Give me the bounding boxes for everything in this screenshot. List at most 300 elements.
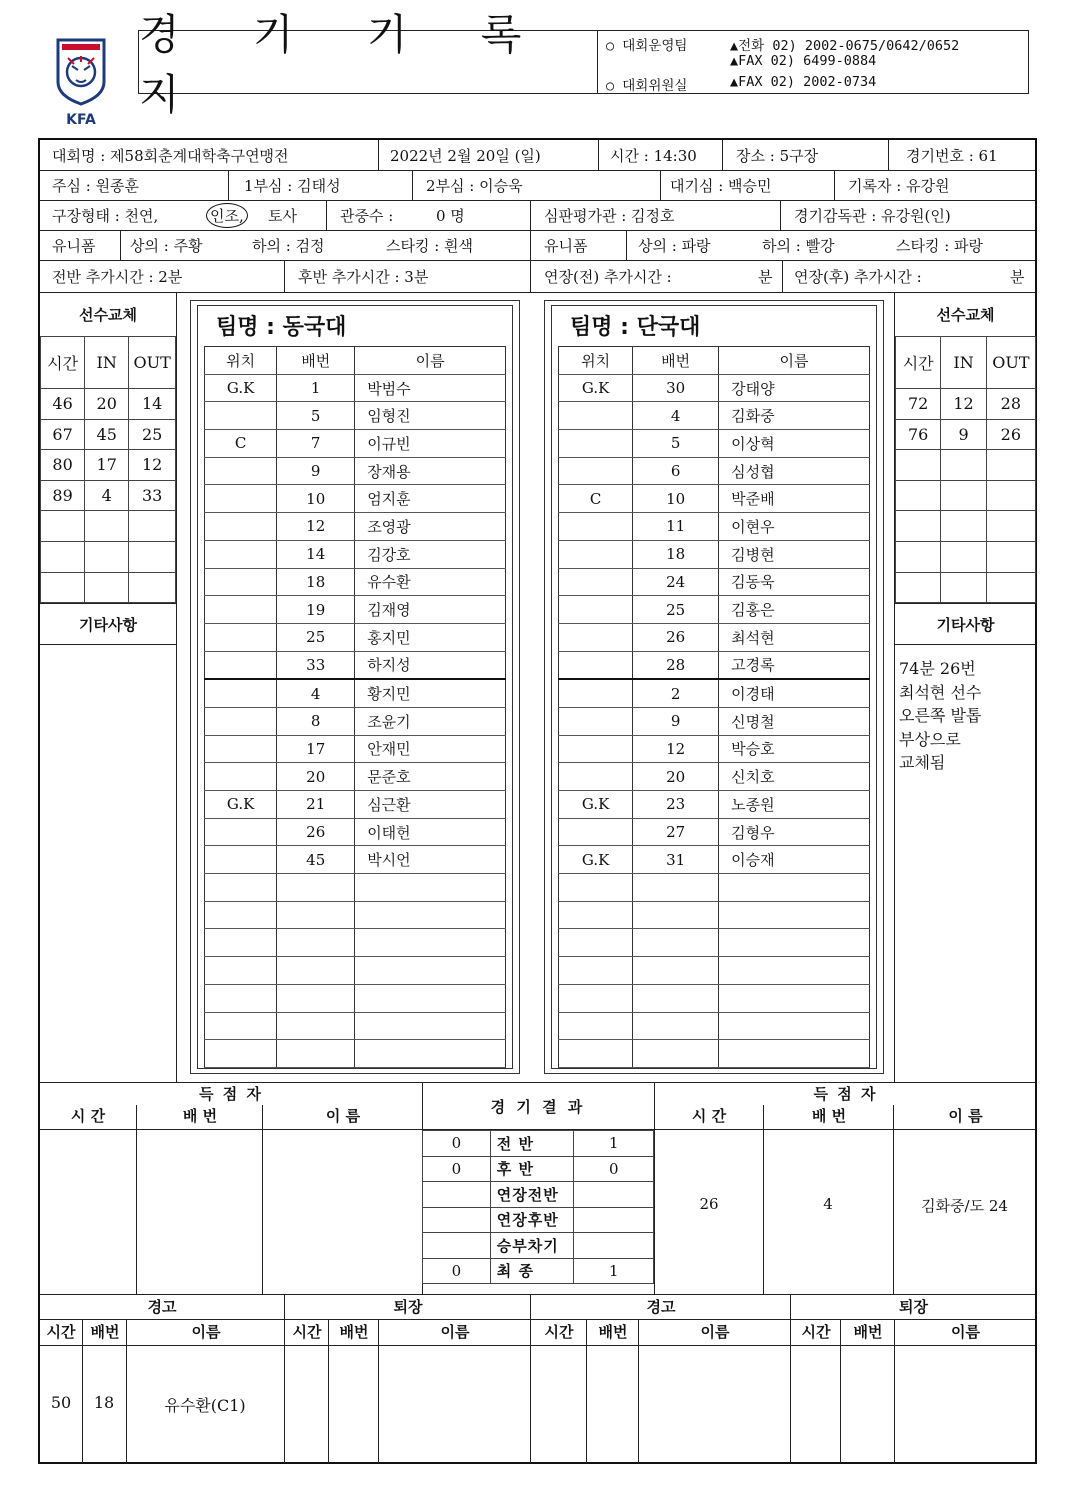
player-name: 이경태 [719,679,870,707]
sub-time-header: 시간 [896,337,941,389]
player-name: 심근환 [355,791,506,819]
substitution-empty-row [896,541,1036,572]
home-score [423,1182,491,1208]
substitution-time: 46 [41,389,85,420]
remarks-line: 교체됨 [899,753,946,773]
substitution-in [941,541,986,572]
lineup-empty-row [559,984,870,1012]
player-name: 문준호 [355,763,506,791]
player-number: 25 [633,596,719,624]
substitution-row [896,389,1036,420]
substitution-row [41,419,176,450]
lineup-row [559,791,870,819]
assistant-referee-1: 1부심 : 김태성 [244,176,341,195]
away-remarks-title: 기타사항 [895,603,1036,645]
period-label: 연장후반 [490,1207,574,1233]
player-position [205,596,277,624]
home-score [423,1207,491,1233]
away-team-name: 팀명 : 단국대 [570,315,701,340]
remarks-line: 부상으로 [899,729,961,749]
substitution-row [41,389,176,420]
info-row-1 [40,140,1035,171]
sub-out-header: OUT [986,337,1035,389]
substitution-out [986,541,1035,572]
result-row [423,1233,654,1259]
lineup-row [559,818,870,846]
substitution-out [986,450,1035,481]
player-position [205,735,277,763]
substitution-out [129,511,176,542]
lineup-row [205,402,506,430]
home-score-num-header: 배 번 [136,1105,263,1295]
scorer-time: 26 [699,1195,719,1213]
home-scorers-title: 득 점 자 [199,1085,263,1103]
home-lineup-table [204,346,506,1068]
remarks-line: 최석현 선수 [899,682,982,702]
player-position [559,763,633,791]
card-header-num: 배번 [328,1319,379,1345]
player-position [559,623,633,651]
substitution-out [986,511,1035,542]
period-label: 승부차기 [490,1233,574,1259]
match-supervisor: 경기감독관 : 유강원(인) [794,206,951,225]
tiger-emblem-icon [52,36,110,106]
player-position [205,568,277,596]
attendance-label: 관중수 : [340,206,394,225]
player-name [719,929,870,957]
away-score: 1 [574,1131,654,1157]
competition-name: 대회명 : 제58회춘계대학축구연맹전 [52,146,289,165]
player-number [633,1040,719,1068]
player-number: 12 [633,735,719,763]
player-position: G.K [205,791,277,819]
card-header-time: 시간 [530,1319,587,1345]
home-score: 0 [423,1131,491,1157]
player-name [719,874,870,902]
substitution-time [896,541,941,572]
lineup-row [559,846,870,874]
substitution-out: 14 [129,389,176,420]
player-number: 25 [277,623,355,651]
player-name [355,957,506,985]
et1-unit: 분 [758,267,773,286]
player-name: 김재영 [355,596,506,624]
card-column [530,1345,587,1463]
player-name: 강태양 [719,374,870,402]
away-uniform-label: 유니폼 [544,236,588,255]
player-number [277,1040,355,1068]
player-number [277,874,355,902]
lineup-row [205,540,506,568]
player-position: C [205,430,277,458]
substitution-time: 76 [896,419,941,450]
lineup-row [559,735,870,763]
lineup-empty-row [205,874,506,902]
substitution-time: 72 [896,389,941,420]
attendance-value: 0 명 [436,206,465,225]
lineup-row [559,513,870,541]
lineup-row [559,374,870,402]
lineup-row [559,540,870,568]
result-row [423,1258,654,1284]
scorer-name: 김화중/도 24 [921,1197,1008,1215]
player-name [355,1012,506,1040]
substitution-out: 26 [986,419,1035,450]
lineup-row [205,457,506,485]
away-scorer-rows [655,1129,1036,1295]
contact-line3-label: ○ 대회위원실 [606,78,688,94]
player-position: C [559,485,633,513]
home-sendoff-title: 퇴장 [284,1295,531,1319]
player-name: 이규빈 [355,430,506,458]
player-position [205,901,277,929]
player-number: 31 [633,846,719,874]
caution-time: 50 [50,1393,72,1412]
lineup-row [559,707,870,735]
away-substitution-title: 선수교체 [936,305,995,324]
match-result [422,1083,654,1295]
card-header-time: 시간 [790,1319,841,1345]
home-substitution-title: 선수교체 [79,305,137,324]
home-substitution-table [40,336,176,603]
player-number: 10 [277,485,355,513]
player-name: 이태헌 [355,818,506,846]
lineup-row [205,818,506,846]
lineup-row [205,846,506,874]
first-half-added-time: 전반 추가시간 : 2분 [52,267,183,286]
player-name: 박준배 [719,485,870,513]
card-column [378,1345,531,1463]
lineup-empty-row [205,984,506,1012]
name-header: 이름 [719,347,870,375]
away-score-num-header: 배 번 [763,1105,894,1295]
lineup-row [205,791,506,819]
player-position [205,874,277,902]
away-score [574,1182,654,1208]
home-team-name: 팀명 : 동국대 [216,315,347,340]
player-name: 조영광 [355,513,506,541]
home-team-box [190,300,520,1074]
player-name: 엄지훈 [355,485,506,513]
away-lineup-table [558,346,870,1068]
sub-out-header: OUT [129,337,176,389]
match-time: 시간 : 14:30 [610,146,697,165]
lineup-empty-row [205,1012,506,1040]
home-score [423,1233,491,1259]
result-table [422,1130,654,1284]
player-position [559,984,633,1012]
player-number: 23 [633,791,719,819]
player-position [559,402,633,430]
player-name: 안재민 [355,735,506,763]
remarks-line: 오른쪽 발톱 [899,706,982,726]
match-result-title: 경 기 결 과 [422,1083,654,1130]
player-position [205,402,277,430]
period-label: 연장전반 [490,1182,574,1208]
substitution-in [941,511,986,542]
period-label: 최 종 [490,1258,574,1284]
substitution-time: 89 [41,480,85,511]
card-body [40,1345,1035,1463]
player-name: 홍지민 [355,623,506,651]
card-header-name: 이름 [126,1319,285,1345]
home-caution-title: 경고 [147,1298,177,1316]
player-number: 2 [633,679,719,707]
lineup-row [559,651,870,679]
player-position [559,957,633,985]
home-score: 0 [423,1156,491,1182]
lineup-row [559,430,870,458]
scorer-row [655,1129,1036,1295]
kfa-logo-text: KFA [66,112,96,128]
player-position [205,1012,277,1040]
player-name: 황지민 [355,679,506,707]
card-column [638,1345,791,1463]
player-name [719,901,870,929]
player-number: 1 [277,374,355,402]
lineup-empty-row [559,901,870,929]
player-name: 최석현 [719,623,870,651]
player-position [205,651,277,679]
player-position [205,485,277,513]
away-score: 1 [574,1258,654,1284]
player-number: 30 [633,374,719,402]
player-number: 20 [277,763,355,791]
score-section [40,1082,1035,1295]
home-score: 0 [423,1258,491,1284]
substitution-in [941,572,986,603]
assistant-referee-2: 2부심 : 이승욱 [426,176,523,195]
home-uniform-shorts: 하의 : 검정 [252,236,325,255]
player-name: 유수환 [355,568,506,596]
away-team-box [544,300,884,1074]
away-score: 0 [574,1156,654,1182]
contact-box [596,30,1029,94]
pos-header: 위치 [205,347,277,375]
sub-time-header: 시간 [41,337,85,389]
player-number [277,1012,355,1040]
home-scorers [40,1083,423,1295]
player-name [355,874,506,902]
et2-added-time: 연장(후) 추가시간 : [794,267,922,286]
sub-in-header: IN [941,337,986,389]
player-position [205,623,277,651]
lineup-row [205,679,506,707]
player-name: 조윤기 [355,707,506,735]
away-uniform-shorts: 하의 : 빨강 [762,236,835,255]
player-name: 이상혁 [719,430,870,458]
away-caution-title: 경고 [530,1295,791,1319]
player-position [559,513,633,541]
player-name: 노종원 [719,791,870,819]
player-name: 김화중 [719,402,870,430]
card-header-num: 배번 [840,1319,895,1345]
substitution-in: 12 [941,389,986,420]
substitution-empty-row [41,511,176,542]
away-uniform-top: 상의 : 파랑 [638,236,711,255]
substitution-out [129,541,176,572]
player-number: 8 [277,707,355,735]
player-number: 26 [633,623,719,651]
referee-assessor: 심판평가관 : 김정호 [544,206,675,225]
player-name: 신치호 [719,763,870,791]
player-number: 12 [277,513,355,541]
away-score [574,1207,654,1233]
player-position [559,1040,633,1068]
player-name [355,901,506,929]
lineup-row [559,679,870,707]
player-position [205,984,277,1012]
away-score-time-header: 시 간 [691,1107,727,1125]
substitution-time: 80 [41,450,85,481]
substitution-in: 45 [85,419,129,450]
substitution-out [129,572,176,603]
player-position [559,457,633,485]
player-number: 20 [633,763,719,791]
player-position [559,901,633,929]
away-score [574,1233,654,1259]
player-number: 4 [633,402,719,430]
player-number: 6 [633,457,719,485]
player-position [559,568,633,596]
player-name: 박승호 [719,735,870,763]
fourth-official: 대기심 : 백승민 [670,176,772,195]
player-name: 장재용 [355,457,506,485]
substitution-time [41,572,85,603]
page-title: 경 기 기 록 지 [138,30,598,94]
card-column [840,1345,895,1463]
sub-in-header: IN [85,337,129,389]
et1-added-time: 연장(전) 추가시간 : [544,267,672,286]
result-row [423,1156,654,1182]
lineup-row [205,568,506,596]
period-label: 후 반 [490,1156,574,1182]
card-column [586,1345,639,1463]
player-number [633,1012,719,1040]
away-sendoff-title: 퇴장 [790,1295,1036,1319]
substitution-time [41,511,85,542]
substitution-time [896,572,941,603]
lineup-empty-row [205,957,506,985]
player-number [277,957,355,985]
lineup-empty-row [559,1012,870,1040]
home-substitution-panel [40,292,177,1082]
substitution-time [896,511,941,542]
player-position [205,513,277,541]
substitution-out: 33 [129,480,176,511]
player-position [559,596,633,624]
player-number: 21 [277,791,355,819]
player-number: 4 [277,679,355,707]
remarks-line: 74분 26번 [899,659,976,679]
card-header-name: 이름 [894,1319,1036,1345]
player-position [205,957,277,985]
card-header-name: 이름 [378,1319,531,1345]
player-position [205,707,277,735]
lineup-empty-row [205,1040,506,1068]
player-name: 고경록 [719,651,870,679]
substitution-in [85,572,129,603]
substitution-empty-row [41,572,176,603]
substitution-in: 9 [941,419,986,450]
lineup-row [559,457,870,485]
player-number [633,901,719,929]
result-row [423,1182,654,1208]
substitution-out: 28 [986,389,1035,420]
player-name: 박시언 [355,846,506,874]
card-header-num: 배번 [82,1319,127,1345]
player-position [559,929,633,957]
substitution-time [896,450,941,481]
card-header-name: 이름 [638,1319,791,1345]
substitution-empty-row [896,572,1036,603]
recorder: 기록자 : 유강원 [848,176,950,195]
card-column [894,1345,1036,1463]
caution-num: 18 [93,1393,115,1412]
player-name: 신명철 [719,707,870,735]
player-name [355,1040,506,1068]
lineup-row [559,623,870,651]
away-scorers [654,1083,1036,1295]
substitution-in: 17 [85,450,129,481]
player-number: 5 [633,430,719,458]
kfa-logo [52,36,110,126]
player-number: 5 [277,402,355,430]
player-position [559,540,633,568]
home-uniform-socks: 스타킹 : 흰색 [386,236,474,255]
player-number [277,984,355,1012]
player-position [205,540,277,568]
player-name [719,957,870,985]
lineup-row [559,596,870,624]
player-position: G.K [559,846,633,874]
player-position: G.K [559,374,633,402]
substitution-in [85,541,129,572]
player-number: 9 [633,707,719,735]
player-name: 임형진 [355,402,506,430]
card-column [284,1345,329,1463]
card-header-time: 시간 [284,1319,329,1345]
lineup-row [205,430,506,458]
player-position [205,457,277,485]
player-number: 17 [277,735,355,763]
substitution-out [986,572,1035,603]
match-number: 경기번호 : 61 [906,146,998,165]
pitch-type-other: 토사 [268,206,297,225]
player-position [205,846,277,874]
player-name [355,984,506,1012]
pos-header: 위치 [559,347,633,375]
card-column-headers [40,1319,1035,1346]
substitution-out: 25 [129,419,176,450]
lineup-empty-row [559,874,870,902]
away-uniform-socks: 스타킹 : 파랑 [896,236,984,255]
num-header: 배번 [633,347,719,375]
lineup-empty-row [559,957,870,985]
player-position [205,929,277,957]
player-number: 45 [277,846,355,874]
lineup-row [205,485,506,513]
player-name [719,1040,870,1068]
pitch-type-selected: 인조, [206,200,248,230]
substitution-out [986,480,1035,511]
player-position [559,430,633,458]
substitution-empty-row [896,511,1036,542]
contact-line1-label: ○ 대회운영팀 [606,38,688,54]
player-position [205,818,277,846]
substitution-in: 20 [85,389,129,420]
player-name [355,929,506,957]
